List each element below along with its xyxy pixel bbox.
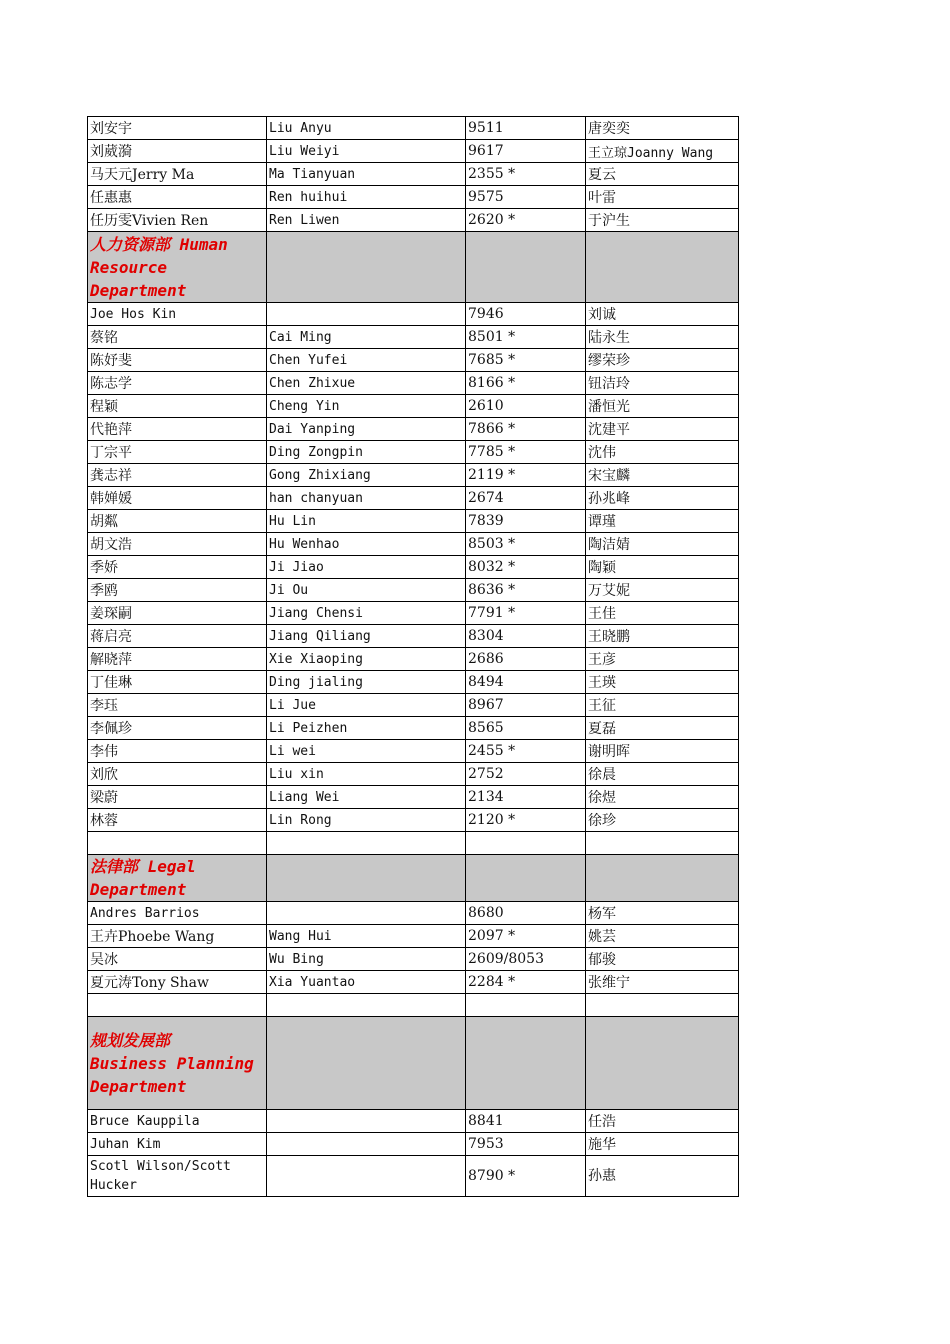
name-cell: 姜琛嗣 [88, 602, 267, 625]
name-cell: 韩婵媛 [88, 487, 267, 510]
blank-cell [586, 994, 739, 1017]
name-cell: Andres Barrios [88, 902, 267, 925]
extension-cell: 9575 [466, 186, 586, 209]
table-row [88, 1133, 739, 1156]
pinyin-cell: Ding jialing [267, 671, 466, 694]
blank-cell [88, 994, 267, 1017]
name-cell: 程颖 [88, 395, 267, 418]
contact-cell: 徐晨 [586, 763, 739, 786]
pinyin-cell: Jiang Qiliang [267, 625, 466, 648]
extension-cell: 7953 [466, 1133, 586, 1156]
extension-cell: 8503 * [466, 533, 586, 556]
pinyin-cell: Ji Jiao [267, 556, 466, 579]
contact-cell: 王立琼Joanny Wang [586, 140, 739, 163]
name-cell: 梁蔚 [88, 786, 267, 809]
name-cell: 胡文浩 [88, 533, 267, 556]
name-cell: 李珏 [88, 694, 267, 717]
table-row [88, 925, 739, 948]
blank-row [88, 832, 739, 855]
department-header-row [88, 232, 739, 303]
directory-table [87, 116, 739, 1197]
table-row [88, 902, 739, 925]
department-title [88, 855, 267, 902]
extension-cell: 8032 * [466, 556, 586, 579]
extension-cell: 2097 * [466, 925, 586, 948]
contact-cell: 唐奕奕 [586, 117, 739, 140]
name-cell: 丁宗平 [88, 441, 267, 464]
extension-cell: 2455 * [466, 740, 586, 763]
extension-cell: 2674 [466, 487, 586, 510]
table-row [88, 209, 739, 232]
extension-cell: 8304 [466, 625, 586, 648]
contact-cell: 陆永生 [586, 326, 739, 349]
name-cell: 林蓉 [88, 809, 267, 832]
table-row [88, 303, 739, 326]
department-title-text: 法律部 Legal Department [90, 857, 196, 899]
contact-cell: 陶洁婧 [586, 533, 739, 556]
table-row [88, 786, 739, 809]
name-cell: 丁佳琳 [88, 671, 267, 694]
extension-cell: 2120 * [466, 809, 586, 832]
pinyin-cell [267, 1133, 466, 1156]
name-cell: 王卉Phoebe Wang [88, 925, 267, 948]
table-row [88, 186, 739, 209]
contact-cell: 夏云 [586, 163, 739, 186]
name-cell: Scotl Wilson/Scott Hucker [88, 1156, 267, 1197]
department-header-cell [586, 855, 739, 902]
department-header-cell [586, 1017, 739, 1110]
name-cell: 吴冰 [88, 948, 267, 971]
pinyin-cell: Cai Ming [267, 326, 466, 349]
pinyin-cell: Li wei [267, 740, 466, 763]
extension-cell: 7946 [466, 303, 586, 326]
department-header-cell [466, 232, 586, 303]
extension-cell: 8565 [466, 717, 586, 740]
contact-cell: 万艾妮 [586, 579, 739, 602]
pinyin-cell [267, 1110, 466, 1133]
contact-cell: 徐珍 [586, 809, 739, 832]
table-row [88, 625, 739, 648]
extension-cell: 8967 [466, 694, 586, 717]
table-row [88, 487, 739, 510]
department-header-cell [267, 855, 466, 902]
table-row [88, 717, 739, 740]
extension-cell: 7685 * [466, 349, 586, 372]
contact-cell: 张维宁 [586, 971, 739, 994]
extension-cell: 9617 [466, 140, 586, 163]
name-cell: Bruce Kauppila [88, 1110, 267, 1133]
extension-cell: 2686 [466, 648, 586, 671]
contact-cell: 宋宝麟 [586, 464, 739, 487]
extension-cell: 8166 * [466, 372, 586, 395]
contact-cell: 郁骏 [586, 948, 739, 971]
contact-cell: 王晓鹏 [586, 625, 739, 648]
pinyin-cell: Liang Wei [267, 786, 466, 809]
name-cell: 胡粼 [88, 510, 267, 533]
name-cell: 刘安宇 [88, 117, 267, 140]
table-row [88, 533, 739, 556]
table-row [88, 694, 739, 717]
contact-cell: 王瑛 [586, 671, 739, 694]
extension-cell: 9511 [466, 117, 586, 140]
table-row [88, 740, 739, 763]
blank-cell [267, 832, 466, 855]
table-row [88, 395, 739, 418]
name-cell: 陈妤斐 [88, 349, 267, 372]
name-cell: 刘葳漪 [88, 140, 267, 163]
table-row [88, 1110, 739, 1133]
contact-cell: 于沪生 [586, 209, 739, 232]
table-row [88, 602, 739, 625]
table-row [88, 948, 739, 971]
table-row [88, 510, 739, 533]
extension-cell: 2134 [466, 786, 586, 809]
name-cell: 李伟 [88, 740, 267, 763]
table-row [88, 1156, 739, 1197]
pinyin-cell: Ren huihui [267, 186, 466, 209]
name-cell: 陈志学 [88, 372, 267, 395]
extension-cell: 2355 * [466, 163, 586, 186]
extension-cell: 8841 [466, 1110, 586, 1133]
pinyin-cell: Li Peizhen [267, 717, 466, 740]
table-row [88, 418, 739, 441]
name-cell: 任历雯Vivien Ren [88, 209, 267, 232]
contact-cell: 钮洁玲 [586, 372, 739, 395]
extension-cell: 2609/8053 [466, 948, 586, 971]
pinyin-cell: Cheng Yin [267, 395, 466, 418]
table-row [88, 809, 739, 832]
contact-cell: 王彦 [586, 648, 739, 671]
name-cell: 李佩珍 [88, 717, 267, 740]
pinyin-cell: Wu Bing [267, 948, 466, 971]
pinyin-cell [267, 902, 466, 925]
contact-cell: 孙兆峰 [586, 487, 739, 510]
pinyin-cell: Dai Yanping [267, 418, 466, 441]
name-cell: 任惠惠 [88, 186, 267, 209]
pinyin-cell: Xie Xiaoping [267, 648, 466, 671]
department-header-cell [466, 855, 586, 902]
extension-cell: 2610 [466, 395, 586, 418]
pinyin-cell: Ding Zongpin [267, 441, 466, 464]
department-header-row [88, 855, 739, 902]
extension-cell: 2284 * [466, 971, 586, 994]
extension-cell: 7791 * [466, 602, 586, 625]
table-row [88, 556, 739, 579]
contact-cell: 夏磊 [586, 717, 739, 740]
extension-cell: 8790 * [466, 1156, 586, 1197]
pinyin-cell: Jiang Chensi [267, 602, 466, 625]
blank-cell [267, 994, 466, 1017]
extension-cell: 8494 [466, 671, 586, 694]
contact-cell: 潘恒光 [586, 395, 739, 418]
pinyin-cell: Hu Lin [267, 510, 466, 533]
table-row [88, 140, 739, 163]
pinyin-cell: Liu Anyu [267, 117, 466, 140]
blank-cell [586, 832, 739, 855]
contact-cell: 沈伟 [586, 441, 739, 464]
name-cell: Juhan Kim [88, 1133, 267, 1156]
table-row [88, 763, 739, 786]
contact-cell: 孙惠 [586, 1156, 739, 1197]
blank-row [88, 994, 739, 1017]
contact-cell: 叶雷 [586, 186, 739, 209]
table-row [88, 464, 739, 487]
department-header-row [88, 1017, 739, 1110]
contact-cell: 谭瑾 [586, 510, 739, 533]
directory-body [88, 117, 739, 1197]
contact-cell: 王征 [586, 694, 739, 717]
pinyin-cell: Liu xin [267, 763, 466, 786]
blank-cell [88, 832, 267, 855]
extension-cell: 8680 [466, 902, 586, 925]
pinyin-cell: Ren Liwen [267, 209, 466, 232]
name-cell: 蒋启亮 [88, 625, 267, 648]
name-cell: 马天元Jerry Ma [88, 163, 267, 186]
table-row [88, 441, 739, 464]
extension-cell: 8636 * [466, 579, 586, 602]
pinyin-cell: han chanyuan [267, 487, 466, 510]
pinyin-cell: Xia Yuantao [267, 971, 466, 994]
contact-cell: 徐煜 [586, 786, 739, 809]
pinyin-cell: Hu Wenhao [267, 533, 466, 556]
blank-cell [466, 832, 586, 855]
pinyin-cell: Lin Rong [267, 809, 466, 832]
department-title-text: 规划发展部 Business Planning Department [90, 1030, 254, 1096]
table-row [88, 671, 739, 694]
department-header-cell [466, 1017, 586, 1110]
department-title [88, 232, 267, 303]
extension-cell: 8501 * [466, 326, 586, 349]
contact-cell: 缪荣珍 [586, 349, 739, 372]
contact-cell: 沈建平 [586, 418, 739, 441]
contact-cell: 王佳 [586, 602, 739, 625]
extension-cell: 2752 [466, 763, 586, 786]
table-row [88, 349, 739, 372]
extension-cell: 2119 * [466, 464, 586, 487]
pinyin-cell [267, 1156, 466, 1197]
name-cell: Joe Hos Kin [88, 303, 267, 326]
table-row [88, 117, 739, 140]
pinyin-cell: Ji Ou [267, 579, 466, 602]
extension-cell: 7839 [466, 510, 586, 533]
department-header-cell [267, 1017, 466, 1110]
department-title-text: 人力资源部 Human Resource Department [90, 234, 228, 300]
pinyin-cell [267, 303, 466, 326]
name-cell: 季娇 [88, 556, 267, 579]
pinyin-cell: Liu Weiyi [267, 140, 466, 163]
table-row [88, 579, 739, 602]
table-row [88, 971, 739, 994]
name-cell: 龚志祥 [88, 464, 267, 487]
contact-cell: 施华 [586, 1133, 739, 1156]
contact-cell: 陶颖 [586, 556, 739, 579]
blank-cell [466, 994, 586, 1017]
table-row [88, 372, 739, 395]
table-row [88, 163, 739, 186]
name-cell: 刘欣 [88, 763, 267, 786]
department-header-cell [586, 232, 739, 303]
department-title [88, 1017, 267, 1110]
department-header-cell [267, 232, 466, 303]
contact-cell: 任浩 [586, 1110, 739, 1133]
contact-cell: 杨军 [586, 902, 739, 925]
extension-cell: 7866 * [466, 418, 586, 441]
table-row [88, 326, 739, 349]
pinyin-cell: Ma Tianyuan [267, 163, 466, 186]
contact-cell: 刘诚 [586, 303, 739, 326]
extension-cell: 2620 * [466, 209, 586, 232]
contact-cell: 姚芸 [586, 925, 739, 948]
pinyin-cell: Chen Yufei [267, 349, 466, 372]
name-cell: 蔡铭 [88, 326, 267, 349]
pinyin-cell: Chen Zhixue [267, 372, 466, 395]
name-cell: 代艳萍 [88, 418, 267, 441]
name-cell: 解晓萍 [88, 648, 267, 671]
pinyin-cell: Li Jue [267, 694, 466, 717]
extension-cell: 7785 * [466, 441, 586, 464]
name-cell: 季鸥 [88, 579, 267, 602]
contact-cell: 谢明晖 [586, 740, 739, 763]
table-row [88, 648, 739, 671]
pinyin-cell: Gong Zhixiang [267, 464, 466, 487]
pinyin-cell: Wang Hui [267, 925, 466, 948]
name-cell: 夏元涛Tony Shaw [88, 971, 267, 994]
